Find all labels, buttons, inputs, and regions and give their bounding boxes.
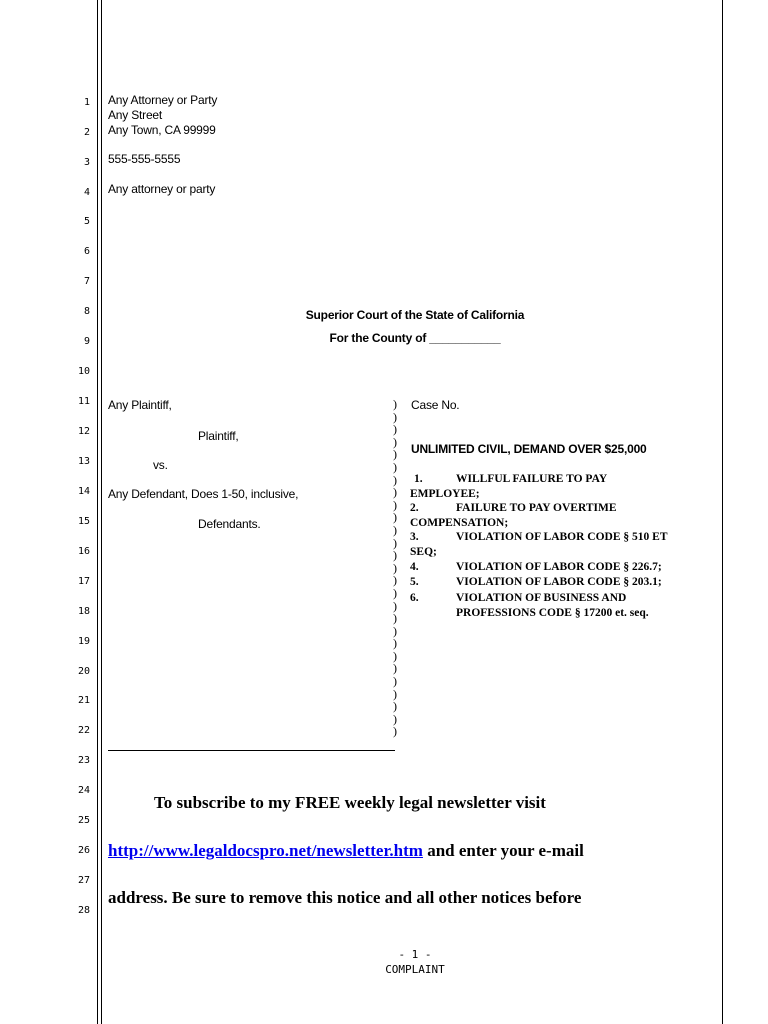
cause-text: VIOLATION OF LABOR CODE § 510 ET (456, 531, 668, 543)
caption-paren: ) (393, 585, 397, 600)
caption-paren: ) (393, 447, 397, 462)
line-number: 23 (77, 755, 90, 766)
line-number: 1 (83, 97, 90, 108)
line-number: 14 (77, 486, 90, 497)
line-number: 11 (77, 396, 90, 407)
caption-paren: ) (393, 422, 397, 437)
court-county: For the County of ___________ (329, 331, 501, 345)
court-name: Superior Court of the State of California (305, 308, 525, 322)
attorney-street: Any Street (108, 108, 163, 122)
line-number: 2 (83, 127, 90, 138)
defendant-role: Defendants. (198, 517, 261, 531)
caption-paren-column (393, 398, 397, 738)
caption-bottom-rule (108, 750, 395, 751)
cause-continuation: PROFESSIONS CODE § 17200 et. seq. (456, 606, 649, 619)
caption-paren: ) (393, 434, 397, 449)
caption-paren: ) (393, 611, 397, 626)
cause-number: 3. (410, 531, 419, 543)
line-number: 24 (77, 785, 90, 796)
caption-paren: ) (393, 560, 397, 575)
caption-paren: ) (393, 535, 397, 550)
line-number: 4 (83, 187, 90, 198)
case-number-label: Case No. (411, 398, 460, 412)
cause-item (410, 501, 617, 516)
line-number: 7 (83, 276, 90, 287)
right-margin-rule (722, 0, 723, 1024)
line-number: 28 (77, 905, 90, 916)
line-number: 8 (83, 306, 90, 317)
attorney-phone: 555-555-5555 (108, 152, 181, 166)
caption-paren: ) (393, 472, 397, 487)
footer-title: COMPLAINT (385, 963, 445, 976)
caption-paren: ) (393, 485, 397, 500)
caption-paren: ) (393, 686, 397, 701)
cause-number: 5. (410, 576, 419, 588)
case-type: UNLIMITED CIVIL, DEMAND OVER $25,000 (411, 442, 647, 456)
caption-paren: ) (393, 699, 397, 714)
line-number: 13 (77, 456, 90, 467)
line-number: 20 (77, 666, 90, 677)
cause-number: 4. (410, 561, 419, 573)
left-margin-rule-inner (101, 0, 102, 1024)
page-number: - 1 - (398, 948, 432, 961)
line-number: 26 (77, 845, 90, 856)
cause-item (410, 591, 626, 606)
cause-number: 6. (410, 592, 419, 604)
line-number: 19 (77, 636, 90, 647)
line-number: 16 (77, 546, 90, 557)
newsletter-notice-line1: To subscribe to my FREE weekly legal newsletter visit (154, 793, 546, 812)
line-number: 18 (77, 606, 90, 617)
cause-continuation: SEQ; (410, 545, 437, 558)
line-number: 15 (77, 516, 90, 527)
line-number: 12 (77, 426, 90, 437)
line-number: 22 (77, 725, 90, 736)
plaintiff-name: Any Plaintiff, (108, 398, 172, 412)
newsletter-link[interactable]: http://www.legaldocspro.net/newsletter.htm (108, 841, 423, 860)
left-margin-rule-outer (97, 0, 98, 1024)
cause-text: VIOLATION OF LABOR CODE § 203.1; (456, 576, 662, 588)
cause-number: 2. (410, 502, 419, 514)
cause-item (410, 560, 662, 575)
caption-paren: ) (393, 409, 397, 424)
cause-item (410, 530, 668, 545)
caption-paren: ) (393, 510, 397, 525)
attorney-for: Any attorney or party (108, 182, 216, 196)
newsletter-notice-line2 (108, 841, 584, 861)
caption-paren: ) (393, 711, 397, 726)
caption-paren: ) (393, 623, 397, 638)
line-number: 27 (77, 875, 90, 886)
plaintiff-role: Plaintiff, (198, 429, 239, 443)
cause-text: VIOLATION OF BUSINESS AND (456, 592, 627, 604)
line-number: 10 (77, 366, 90, 377)
caption-paren: ) (393, 636, 397, 651)
line-number: 6 (83, 246, 90, 257)
line-number: 5 (83, 216, 90, 227)
line-number: 3 (83, 157, 90, 168)
cause-continuation: EMPLOYEE; (410, 487, 480, 500)
caption-paren: ) (393, 724, 397, 739)
caption-paren: ) (393, 522, 397, 537)
caption-paren: ) (393, 648, 397, 663)
cause-continuation: COMPENSATION; (410, 516, 509, 529)
line-number: 25 (77, 815, 90, 826)
line-number: 9 (83, 336, 90, 347)
caption-paren: ) (393, 674, 397, 689)
cause-item (410, 472, 607, 487)
versus-label: vs. (153, 458, 168, 472)
caption-paren: ) (393, 497, 397, 512)
caption-paren: ) (393, 397, 397, 411)
caption-paren: ) (393, 573, 397, 588)
cause-item (410, 575, 662, 590)
line-number: 17 (77, 576, 90, 587)
attorney-city: Any Town, CA 99999 (108, 123, 216, 137)
cause-text: FAILURE TO PAY OVERTIME (456, 502, 617, 514)
cause-text: VIOLATION OF LABOR CODE § 226.7; (456, 561, 662, 573)
caption-paren: ) (393, 459, 397, 474)
caption-paren: ) (393, 548, 397, 563)
newsletter-notice-text: and enter your e-mail (422, 841, 584, 860)
attorney-name: Any Attorney or Party (108, 93, 218, 107)
line-number: 21 (77, 695, 90, 706)
defendant-name: Any Defendant, Does 1-50, inclusive, (108, 487, 299, 501)
newsletter-notice-line3: address. Be sure to remove this notice and all other notices before (108, 888, 582, 907)
caption-paren: ) (393, 661, 397, 676)
cause-number: 1. (414, 473, 423, 485)
caption-paren: ) (393, 598, 397, 613)
cause-text: WILLFUL FAILURE TO PAY (456, 473, 608, 485)
